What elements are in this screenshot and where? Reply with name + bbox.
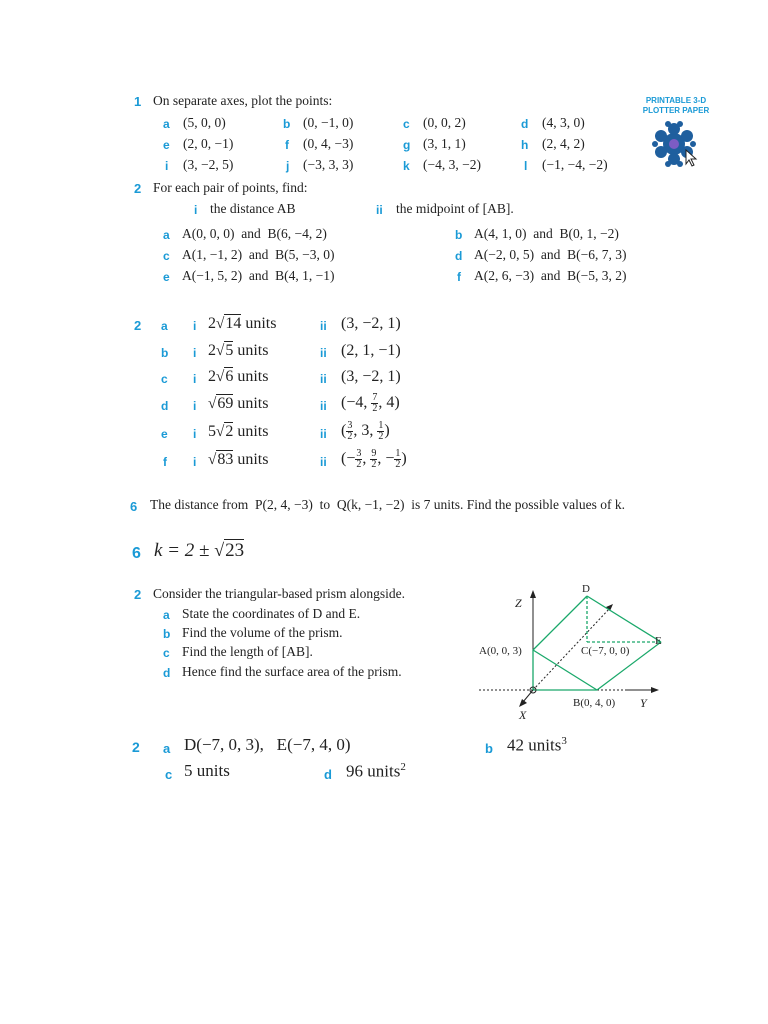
plotter-line-2: PLOTTER PAPER (642, 106, 710, 115)
answer-part-ii: ii (320, 319, 327, 333)
answer-letter: a (163, 741, 171, 756)
pair-letter: e (163, 270, 170, 284)
midpoint-answer: (3, −2, 1) (341, 368, 401, 385)
item-letter: b (283, 117, 291, 131)
x-axis-arrow (519, 699, 527, 707)
midpoint-answer: (2, 1, −1) (341, 342, 401, 359)
item-letter: f (285, 138, 289, 152)
distance-answer: 5√2 units (208, 423, 269, 440)
exercise-6-number: 6 (130, 499, 138, 514)
pair-letter: d (455, 249, 463, 263)
sub-i-text: the distance AB (210, 201, 296, 216)
exercise-2-number: 2 (134, 181, 142, 196)
point: (−4, 3, −2) (423, 157, 481, 172)
pair: A(4, 1, 0) and B(0, 1, −2) (474, 226, 619, 241)
y-label: Y (640, 696, 647, 710)
pair-letter: c (163, 249, 170, 263)
a-label: A(0, 0, 3) (479, 645, 522, 657)
z-label: Z (515, 596, 522, 610)
item-letter: i (165, 159, 169, 173)
item-letter: j (286, 159, 290, 173)
answer-part-i: i (193, 399, 197, 413)
answer-letter: c (165, 767, 173, 782)
exercise-1-prompt: On separate axes, plot the points: (153, 93, 333, 108)
item-letter: d (163, 666, 171, 680)
pair-letter: f (457, 270, 461, 284)
exercise-2-prompt: For each pair of points, find: (153, 180, 308, 195)
answer-part-ii: ii (320, 427, 327, 441)
edge-a-d (533, 596, 587, 650)
question: Find the length of [AB]. (182, 644, 313, 659)
answer-letter: b (485, 741, 493, 756)
point: (−1, −4, −2) (542, 157, 608, 172)
item-letter: d (521, 117, 529, 131)
midpoint-answer: (−4, $\frac{7}{2}$ , 4) (341, 392, 400, 414)
answer-2b-number: 2 (132, 739, 140, 755)
answer-6-number: 6 (132, 545, 141, 562)
answer-part-i: i (193, 372, 197, 386)
exercise-2b-prompt: Consider the triangular-based prism alongside. (153, 586, 406, 601)
item-letter: c (163, 646, 170, 660)
answer-6: k = 2 ± √23 (154, 540, 245, 561)
sub-ii-label: ii (376, 203, 383, 217)
x-label: X (519, 708, 527, 722)
answer-surface-area: 96 units$^2$ (346, 761, 406, 781)
point: (0, 0, 2) (423, 115, 466, 130)
question: Find the volume of the prism. (182, 625, 343, 640)
answer-part-ii: ii (320, 455, 327, 469)
point: (0, −1, 0) (303, 115, 354, 130)
answer-part-ii: ii (320, 399, 327, 413)
midpoint-answer: (3, −2, 1) (341, 315, 401, 332)
item-letter: b (163, 627, 171, 641)
pair: A(1, −1, 2) and B(5, −3, 0) (182, 247, 335, 262)
e-label: E (655, 635, 662, 647)
pair-letter: a (163, 228, 170, 242)
snowflake-icon[interactable] (650, 120, 700, 168)
item-letter: k (403, 159, 410, 173)
item-letter: a (163, 608, 170, 622)
point: (5, 0, 0) (183, 115, 226, 130)
answer-2-number: 2 (134, 318, 142, 333)
point: (−3, 3, 3) (303, 157, 354, 172)
point: (3, 1, 1) (423, 136, 466, 151)
answer-coordinates: D(−7, 0, 3), E(−7, 4, 0) (184, 735, 351, 754)
pair: A(−2, 0, 5) and B(−6, 7, 3) (474, 247, 627, 262)
plotter-line-1: PRINTABLE 3-D (645, 96, 707, 105)
item-letter: l (524, 159, 528, 173)
answer-part-ii: ii (320, 346, 327, 360)
item-letter: e (163, 138, 170, 152)
midpoint-answer: ( $\frac{3}{2}$ , 3, $\frac{1}{2}$ ) (341, 420, 390, 442)
exercise-2b-number: 2 (134, 587, 142, 602)
printable-plotter-paper-link[interactable] (636, 96, 716, 116)
edge-d-e (587, 596, 661, 642)
answer-letter: c (161, 372, 168, 386)
answer-part-ii: ii (320, 372, 327, 386)
point: (3, −2, 5) (183, 157, 234, 172)
answer-letter: f (163, 455, 167, 469)
c-label: C(−7, 0, 0) (581, 645, 630, 657)
question: State the coordinates of D and E. (182, 606, 361, 621)
answer-letter: e (161, 427, 168, 441)
answer-letter: b (161, 346, 169, 360)
item-letter: c (403, 117, 410, 131)
midpoint-answer: (− $\frac{3}{2}$ , $\frac{9}{2}$ , − $\frac{1}{2}$ ) (341, 448, 407, 470)
prism-diagram (475, 582, 685, 722)
pair-letter: b (455, 228, 463, 242)
question: Hence find the surface area of the prism. (182, 664, 402, 679)
pair: A(−1, 5, 2) and B(4, 1, −1) (182, 268, 335, 283)
point: (4, 3, 0) (542, 115, 585, 130)
item-letter: a (163, 117, 170, 131)
sub-i-label: i (194, 203, 198, 217)
item-letter: g (403, 138, 411, 152)
answer-part-i: i (193, 319, 197, 333)
y-axis-arrow (651, 687, 659, 693)
item-letter: h (521, 138, 529, 152)
prism (533, 596, 661, 690)
point: (0, 4, −3) (303, 136, 354, 151)
distance-answer: √69 units (208, 395, 269, 412)
answer-part-i: i (193, 455, 197, 469)
b-label: B(0, 4, 0) (573, 697, 616, 709)
answer-part-i: i (193, 346, 197, 360)
distance-answer: √83 units (208, 451, 269, 468)
exercise-1-number: 1 (134, 94, 142, 109)
answer-letter: d (161, 399, 169, 413)
answer-length: 5 units (184, 761, 230, 780)
answer-letter: d (324, 767, 332, 782)
d-label: D (582, 583, 590, 595)
exercise-6-text: The distance from P(2, 4, −3) to Q(k, −1, −2) is 7 units. Find the possible values of k. (150, 497, 626, 512)
answer-volume: 42 units$^3$ (507, 735, 567, 755)
point: (2, 4, 2) (542, 136, 585, 151)
distance-answer: 2√6 units (208, 368, 269, 385)
answer-letter: a (161, 319, 168, 333)
pair: A(0, 0, 0) and B(6, −4, 2) (182, 226, 327, 241)
distance-answer: 2√5 units (208, 342, 269, 359)
z-axis-arrow (530, 590, 536, 598)
x-axis (523, 690, 533, 702)
pair: A(2, 6, −3) and B(−5, 3, 2) (474, 268, 627, 283)
point: (2, 0, −1) (183, 136, 234, 151)
answer-part-i: i (193, 427, 197, 441)
distance-answer: 2√14 units (208, 315, 277, 332)
sub-ii-text: the midpoint of [AB]. (396, 201, 514, 216)
